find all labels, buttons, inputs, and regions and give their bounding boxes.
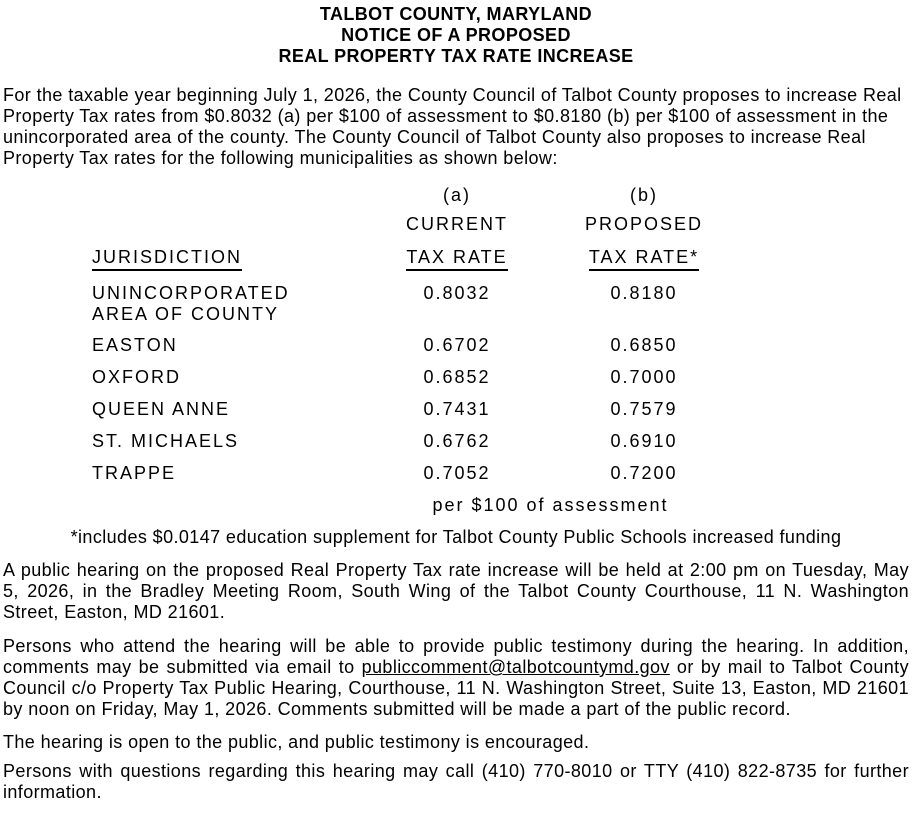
jurisdiction-tag-spacer bbox=[92, 185, 345, 206]
table-row bbox=[92, 431, 909, 452]
questions-paragraph: Persons with questions regarding this hearing may call (410) 770-8010 or TTY (410) 822-8735 for further information. bbox=[3, 761, 909, 802]
current-rate-cell: 0.7052 bbox=[423, 463, 491, 483]
proposed-rate-cell: 0.8180 bbox=[610, 283, 678, 303]
title-line-county: TALBOT COUNTY, MARYLAND bbox=[319, 4, 593, 24]
table-row bbox=[92, 399, 909, 420]
table-column-tags-row bbox=[92, 185, 909, 206]
public-comment-email-link[interactable]: publiccomment@talbotcountymd.gov bbox=[361, 657, 670, 677]
current-tax-rate-header: TAX RATE bbox=[406, 247, 507, 271]
table-row bbox=[92, 463, 909, 484]
column-b-tag: (b) bbox=[630, 185, 658, 205]
column-a-header-cell bbox=[382, 247, 532, 271]
proposed-rate-cell: 0.7000 bbox=[610, 367, 678, 387]
tax-rate-table bbox=[92, 185, 909, 516]
column-a-tag: (a) bbox=[443, 185, 471, 205]
testimony-paragraph bbox=[3, 636, 909, 720]
column-b-header-cell bbox=[569, 247, 719, 271]
unit-spacer bbox=[92, 495, 345, 516]
jurisdiction-cell: EASTON bbox=[92, 335, 178, 355]
table-row bbox=[92, 283, 909, 325]
intro-paragraph: For the taxable year beginning July 1, 2026, the County Council of Talbot County proposes to increase Real Property Tax rates from $0.8032 (a) per $100 of assessment to $0.8180 (b) per $100 of assessment in the unincorporated area of the county. The County Council of Talbot County also proposes to increase Real Property Tax rates for the following municipalities as shown below: bbox=[3, 85, 902, 168]
column-a-name: CURRENT bbox=[406, 214, 508, 234]
jurisdiction-cell: TRAPPE bbox=[92, 463, 177, 483]
education-supplement-footnote: *includes $0.0147 education supplement for Talbot County Public Schools increased funding bbox=[70, 527, 842, 547]
current-rate-cell: 0.6762 bbox=[423, 431, 491, 451]
proposed-rate-cell: 0.6910 bbox=[610, 431, 678, 451]
table-row bbox=[92, 335, 909, 356]
jurisdiction-name-spacer bbox=[92, 214, 345, 235]
current-rate-cell: 0.6702 bbox=[423, 335, 491, 355]
current-rate-cell: 0.6852 bbox=[423, 367, 491, 387]
notice-title bbox=[3, 4, 909, 67]
proposed-tax-rate-header: TAX RATE* bbox=[589, 247, 699, 271]
proposed-rate-cell: 0.7579 bbox=[610, 399, 678, 419]
per-100-assessment-note: per $100 of assessment bbox=[432, 495, 669, 515]
testimony-text-before-email: Persons who attend the hearing will be able to provide public testimony during the hearing. In addition, comments may be submitted via email to bbox=[3, 636, 909, 677]
jurisdiction-cell: ST. MICHAELS bbox=[92, 431, 240, 451]
proposed-rate-cell: 0.6850 bbox=[610, 335, 678, 355]
title-line-subject: REAL PROPERTY TAX RATE INCREASE bbox=[278, 46, 634, 66]
column-b-name: PROPOSED bbox=[584, 214, 704, 234]
current-rate-cell: 0.7431 bbox=[423, 399, 491, 419]
jurisdiction-cell: UNINCORPORATED AREA OF COUNTY bbox=[92, 283, 290, 324]
proposed-rate-cell: 0.7200 bbox=[610, 463, 678, 483]
jurisdiction-cell: OXFORD bbox=[92, 367, 182, 387]
jurisdiction-cell: QUEEN ANNE bbox=[92, 399, 231, 419]
table-unit-row bbox=[92, 495, 909, 516]
open-hearing-paragraph: The hearing is open to the public, and public testimony is encouraged. bbox=[3, 732, 590, 752]
title-line-notice: NOTICE OF A PROPOSED bbox=[341, 25, 571, 45]
table-row bbox=[92, 367, 909, 388]
current-rate-cell: 0.8032 bbox=[423, 283, 491, 303]
table-column-names-row bbox=[92, 214, 909, 235]
public-hearing-paragraph: A public hearing on the proposed Real Property Tax rate increase will be held at 2:00 pm on Tuesday, May 5, 2026, in the Bradley Meeting Room, South Wing of the Talbot County Courthouse, 11 N. Washington Street, Easton, MD 21601. bbox=[3, 560, 909, 622]
jurisdiction-header: JURISDICTION bbox=[92, 247, 242, 271]
testimony-text-after-email: or by mail to Talbot County Council c/o Property Tax Public Hearing, Courthouse, 11 N. Washington Street, Suite 13, Easton, MD 21601 by noon on Friday, May 1, 2026. Comments submitted will be made a part of the public record. bbox=[3, 657, 909, 719]
jurisdiction-header-cell bbox=[92, 247, 345, 271]
table-header-row bbox=[92, 247, 909, 271]
